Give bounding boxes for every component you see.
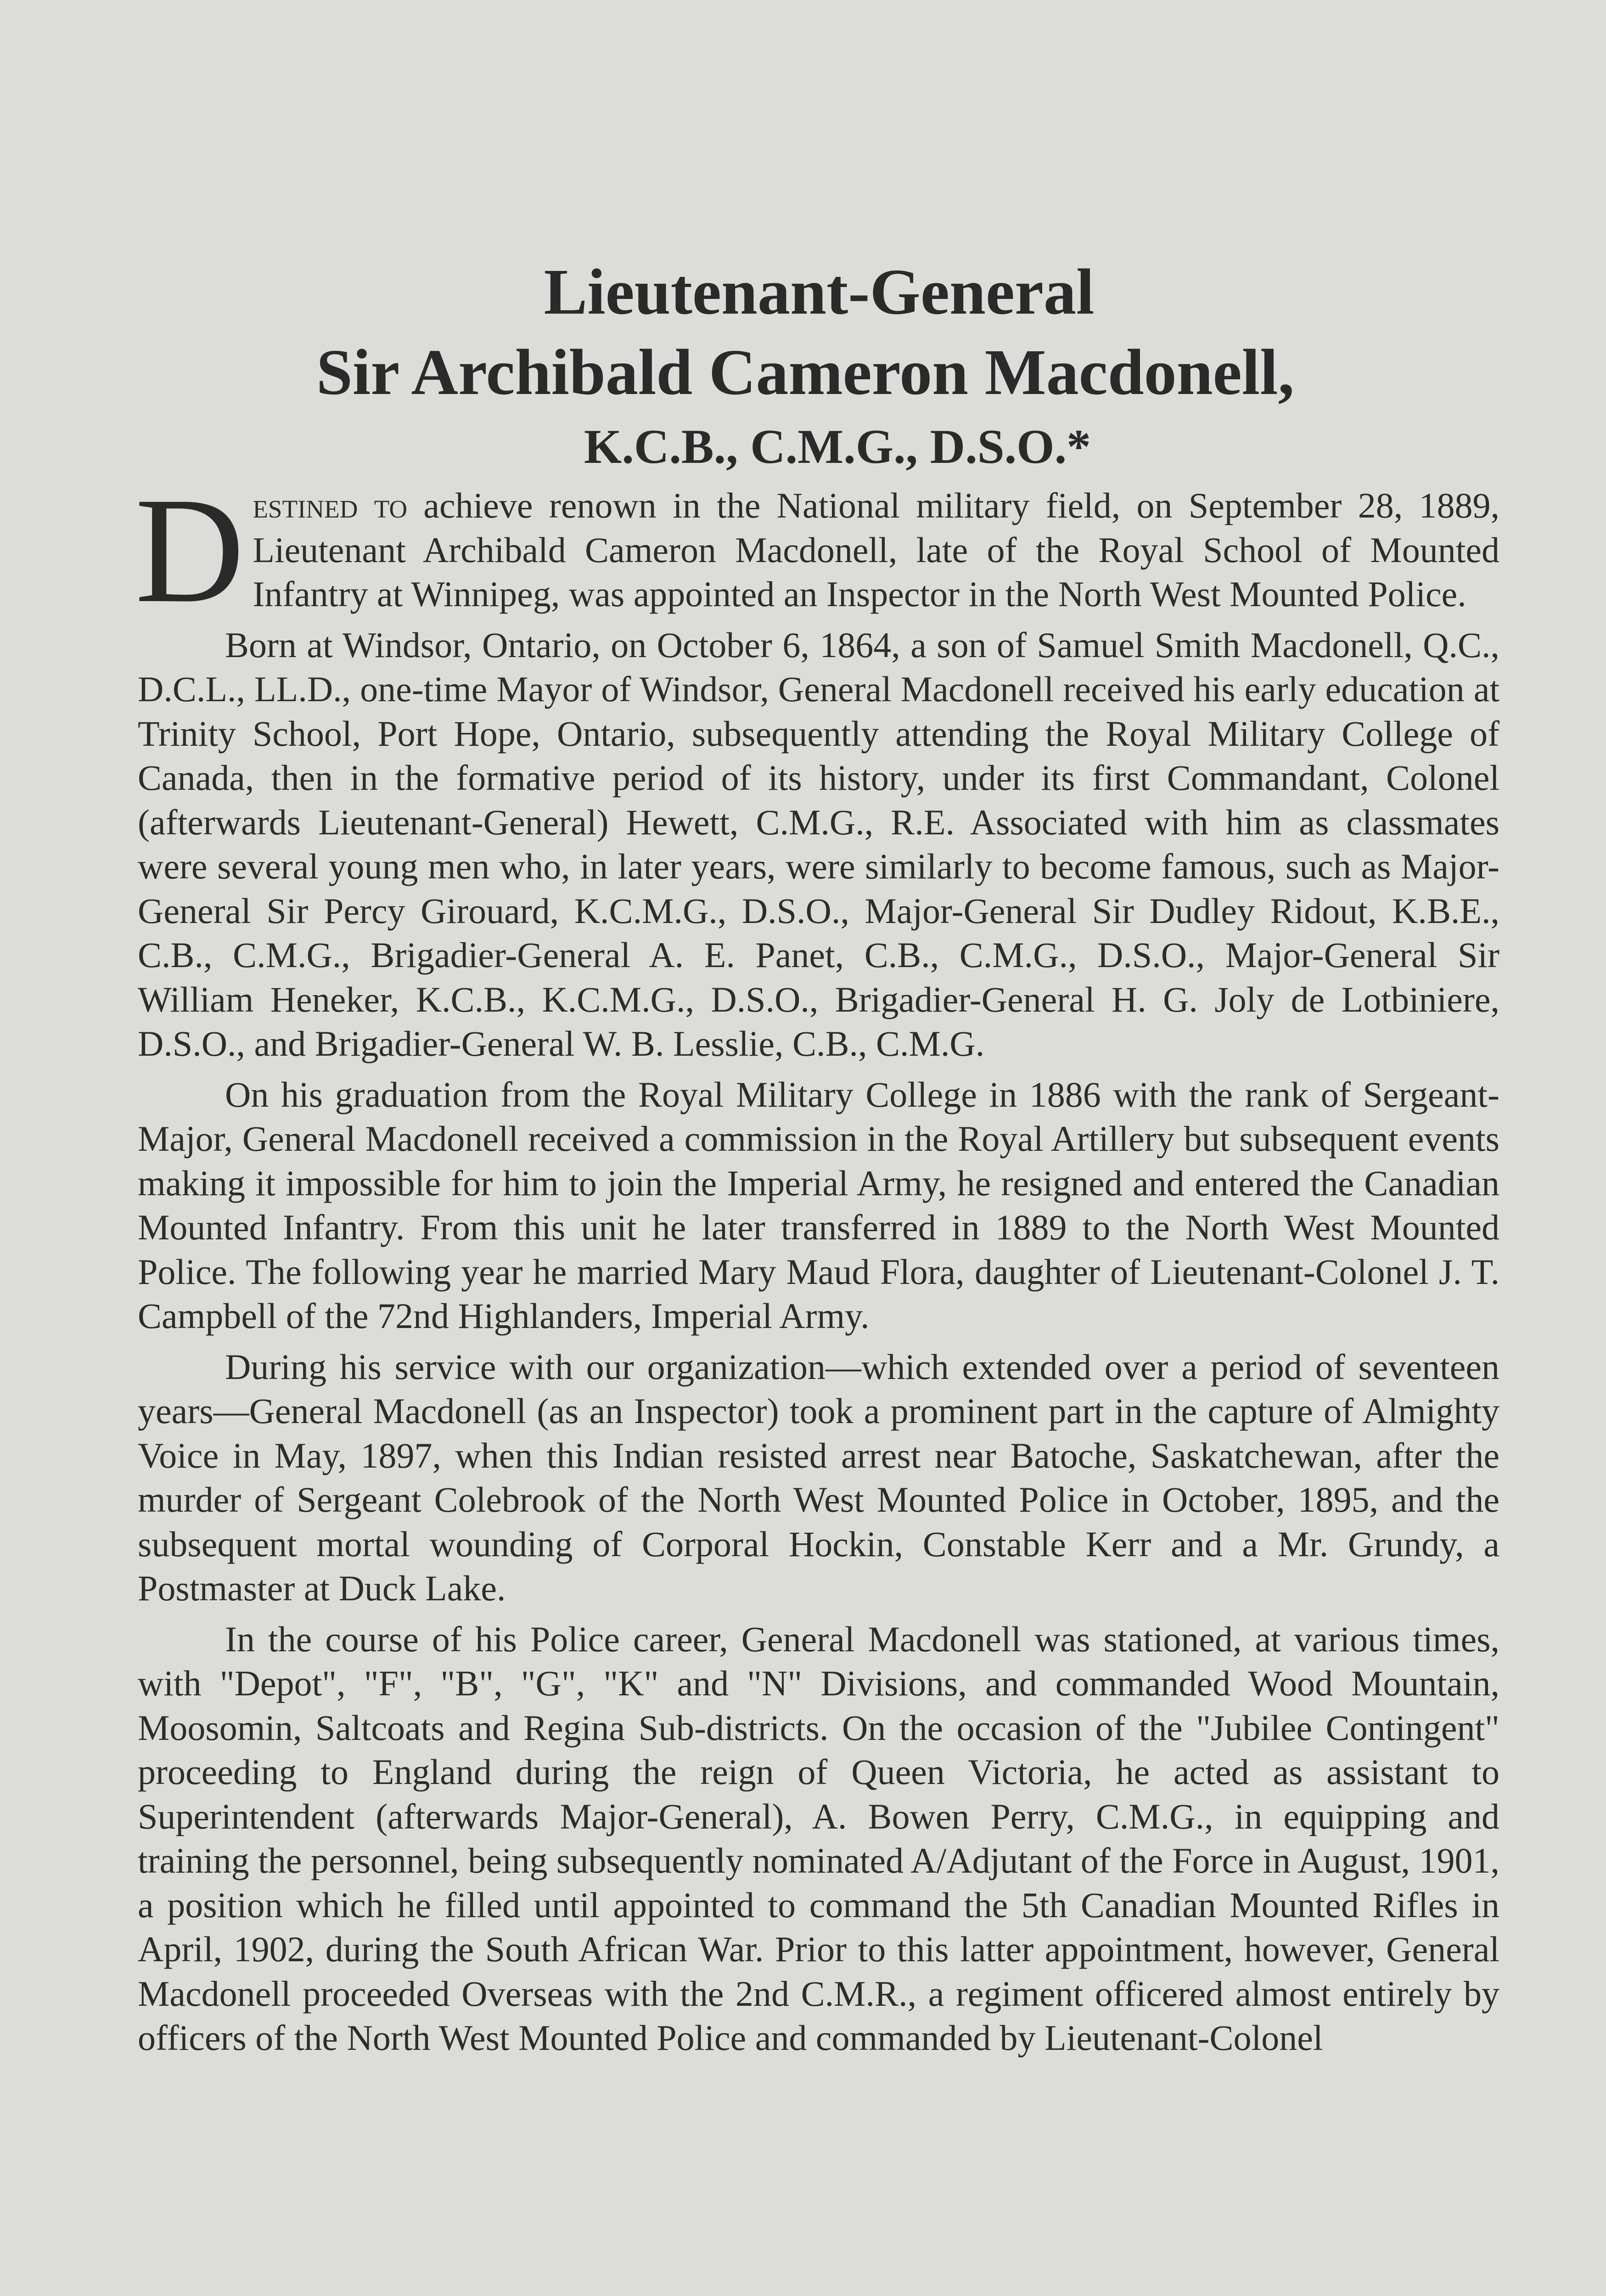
lead-in-small-caps: estined to: [253, 485, 408, 525]
paragraph-3: On his graduation from the Royal Military College in 1886 with the rank of Sergeant-Major, General Macdonell received a commission in the Royal Artillery but subsequent events making it impossible for him to join the Imperial Army, he resigned and entered the Canadian Mounted Infantry. From this unit he later transferred in 1889 to the North West Mounted Police. The following year he married Mary Maud Flora, daughter of Lieutenant-Colonel J. T. Campbell of the 72nd Highlanders, Imperial Army.: [138, 1074, 1499, 1336]
paragraph-2: Born at Windsor, Ontario, on October 6, 1864, a son of Samuel Smith Macdonell, Q.C., D.C.L., LL.D., one-time Mayor of Windsor, General Macdonell received his early education at Trinity School, Port Hope, Ontario, subsequently attending the Royal Military College of Canada, then in the formative period of its history, under its first Commandant, Colonel (afterwards Lieutenant-General) Hewett, C.M.G., R.E. Associated with him as classmates were several young men who, in later years, were similarly to become famous, such as Major-General Sir Percy Girouard, K.C.M.G., D.S.O., Major-General Sir Dudley Ridout, K.B.E., C.B., C.M.G., Brigadier-General A. E. Panet, C.B., C.M.G., D.S.O., Major-General Sir William Heneker, K.C.B., K.C.M.G., D.S.O., Brigadier-General H. G. Joly de Lotbiniere, D.S.O., and Brigadier-General W. B. Lesslie, C.B., C.M.G.: [138, 625, 1499, 1064]
paragraph-5: In the course of his Police career, General Macdonell was stationed, at various times, with "Depot", "F", "B", "G", "K" and "N" Divisions, and commanded Wood Mountain, Moosomin, Saltcoats and Regina Sub-districts. On the occasion of the "Jubilee Contingent" proceeding to England during the reign of Queen Victoria, he acted as assistant to Superintendent (afterwards Major-General), A. Bowen Perry, C.M.G., in equipping and training the personnel, being subsequently nominated A/Adjutant of the Force in August, 1901, a position which he filled until appointed to command the 5th Canadian Mounted Rifles in April, 1902, during the South African War. Prior to this latter appointment, however, General Macdonell proceeded Overseas with the 2nd C.M.R., a regiment officered almost entirely by officers of the North West Mounted Police and commanded by Lieutenant-Colonel: [138, 1619, 1499, 2058]
title-line-1: Lieutenant-General: [544, 255, 1095, 328]
drop-cap: D: [135, 467, 245, 634]
title-line-2: Sir Archibald Cameron Macdonell,: [316, 336, 1295, 408]
title-honours: K.C.B., C.M.G., D.S.O.*: [584, 420, 1091, 473]
article-title: [0, 252, 1606, 481]
article-body: [135, 467, 1500, 2067]
paragraph-1-text: achieve renown in the National military field, on September 28, 1889, Lieutenant Archibald Cameron Macdonell, late of the Royal School of Mounted Infantry at Winnipeg, was appointed an Inspector in the North West Mounted Police.: [253, 485, 1500, 614]
paragraph-1: [135, 467, 1500, 634]
paragraph-4: During his service with our organization—which extended over a period of seventeen years—General Macdonell (as an Inspector) took a prominent part in the capture of Almighty Voice in May, 1897, when this Indian resisted arrest near Batoche, Saskatchewan, after the murder of Sergeant Colebrook of the North West Mounted Police in October, 1895, and the subsequent mortal wounding of Corporal Hockin, Constable Kerr and a Mr. Grundy, a Postmaster at Duck Lake.: [138, 1346, 1499, 1608]
